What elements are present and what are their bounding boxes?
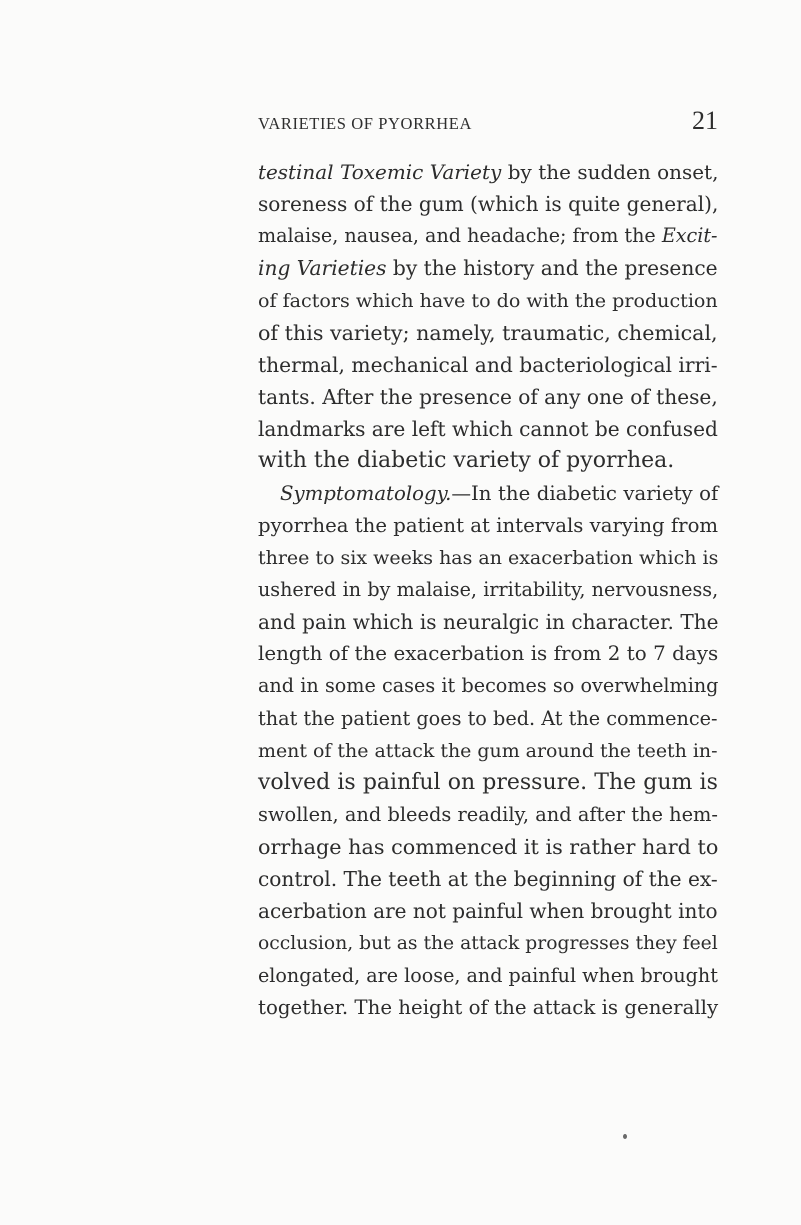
text-line bbox=[258, 252, 718, 284]
text-run: volved is painful on pressure. The gum is bbox=[258, 769, 718, 795]
text-run: length of the exacerbation is from 2 to 7 days bbox=[258, 642, 719, 666]
text-run: together. The height of the attack is generally bbox=[258, 995, 719, 1019]
text-run: three to six weeks has an exacerbation which is bbox=[258, 546, 719, 569]
text-line bbox=[258, 574, 718, 606]
text-run: by the history and the presence bbox=[386, 256, 718, 281]
text-line bbox=[258, 638, 718, 670]
text-line bbox=[280, 478, 718, 510]
text-run: —In the diabetic variety of bbox=[451, 481, 719, 505]
text-run: thermal, mechanical and bacteriological irri- bbox=[258, 352, 718, 377]
text-line bbox=[258, 349, 718, 381]
text-line bbox=[258, 703, 718, 735]
text-line bbox=[258, 928, 718, 960]
print-speck bbox=[623, 1134, 627, 1139]
text-line bbox=[258, 767, 718, 799]
text-run: elongated, are loose, and painful when brought bbox=[258, 963, 718, 987]
text-line bbox=[258, 413, 718, 445]
italic-run: testinal Toxemic Variety bbox=[258, 160, 502, 184]
italic-run: Excit- bbox=[661, 224, 718, 248]
running-head-title: VARIETIES OF PYORRHEA bbox=[258, 114, 472, 133]
text-line bbox=[258, 285, 718, 317]
text-line bbox=[258, 220, 718, 252]
text-run: and pain which is neuralgic in character. The bbox=[258, 610, 719, 635]
text-run: of factors which have to do with the production bbox=[258, 288, 718, 312]
text-run: control. The teeth at the beginning of the ex- bbox=[258, 867, 718, 892]
text-line bbox=[258, 445, 674, 477]
text-line bbox=[258, 381, 718, 413]
text-line bbox=[258, 606, 718, 638]
text-line bbox=[258, 317, 718, 349]
text-run: of this variety; namely, traumatic, chemical, bbox=[258, 320, 718, 345]
text-run: acerbation are not painful when brought into bbox=[258, 899, 718, 924]
text-line bbox=[258, 510, 718, 542]
italic-run: ing Varieties bbox=[258, 256, 387, 281]
text-run: by the sudden onset, bbox=[501, 160, 719, 184]
text-run: that the patient goes to bed. At the commence- bbox=[258, 706, 718, 730]
text-run: landmarks are left which cannot be confused bbox=[258, 417, 718, 442]
text-line bbox=[258, 156, 718, 188]
text-run: with the diabetic variety of pyorrhea. bbox=[258, 448, 675, 474]
text-run: swollen, and bleeds readily, and after the hem- bbox=[258, 803, 718, 826]
text-line bbox=[258, 735, 718, 767]
page-number: 21 bbox=[692, 106, 718, 135]
text-run: malaise, nausea, and headache; from the bbox=[258, 224, 662, 248]
text-line bbox=[258, 895, 718, 927]
text-run: and in some cases it becomes so overwhelming bbox=[258, 674, 719, 698]
text-line bbox=[258, 542, 718, 574]
text-line bbox=[258, 863, 718, 895]
text-run: soreness of the gum (which is quite general), bbox=[258, 192, 719, 217]
text-line bbox=[258, 799, 718, 831]
running-head bbox=[258, 106, 718, 135]
text-run: pyorrhea the patient at intervals varying from bbox=[258, 513, 719, 537]
text-run: tants. After the presence of any one of these, bbox=[258, 385, 718, 410]
text-line bbox=[258, 992, 718, 1024]
text-line bbox=[258, 960, 718, 992]
text-line bbox=[258, 188, 718, 220]
text-line bbox=[258, 670, 718, 702]
text-line bbox=[258, 831, 718, 863]
text-run: ushered in by malaise, irritability, nervousness, bbox=[258, 577, 719, 601]
text-run: ment of the attack the gum around the teeth in- bbox=[258, 739, 718, 762]
text-run: orrhage has commenced it is rather hard to bbox=[258, 835, 719, 860]
italic-run: Symptomatology. bbox=[280, 481, 452, 505]
text-run: occlusion, but as the attack progresses they feel bbox=[258, 932, 718, 954]
